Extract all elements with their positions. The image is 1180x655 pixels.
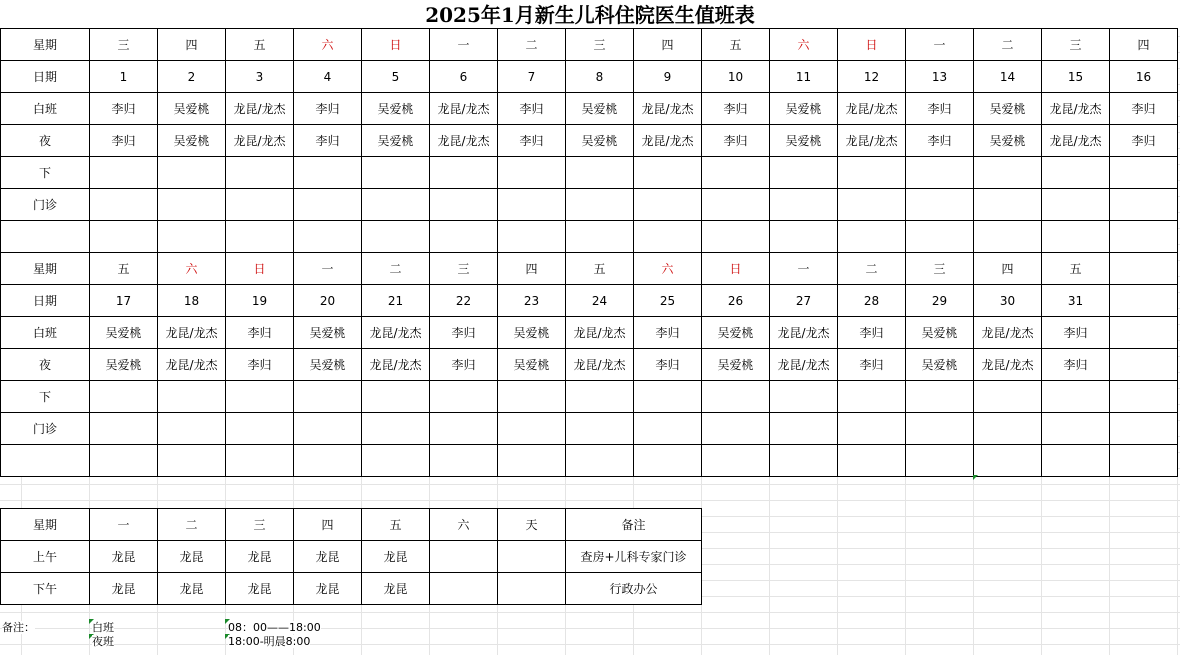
blank-cell <box>906 221 974 253</box>
off-cell <box>362 381 430 413</box>
off-row <box>1 381 1178 413</box>
date-cell: 14 <box>974 61 1042 93</box>
date-cell: 15 <box>1042 61 1110 93</box>
date-cell: 5 <box>362 61 430 93</box>
night-shift-cell: 龙昆/龙杰 <box>430 125 498 157</box>
blank-cell <box>430 445 498 477</box>
night-shift-cell: 龙昆/龙杰 <box>566 349 634 381</box>
night-shift-cell: 龙昆/龙杰 <box>226 125 294 157</box>
clinic-header-cell: 四 <box>294 509 362 541</box>
day-shift-cell: 吴爱桃 <box>906 317 974 349</box>
clinic-cell <box>498 413 566 445</box>
clinic-afternoon-cell: 龙昆 <box>158 573 226 605</box>
day-shift-cell: 李归 <box>634 317 702 349</box>
clinic-cell <box>294 413 362 445</box>
off-cell <box>838 157 906 189</box>
weekday-cell: 二 <box>498 29 566 61</box>
clinic-cell <box>430 413 498 445</box>
day-shift-cell: 龙昆/龙杰 <box>770 317 838 349</box>
weekday-cell: 三 <box>430 253 498 285</box>
clinic-cell <box>770 189 838 221</box>
row-label-day-shift: 白班 <box>1 317 90 349</box>
clinic-morning-cell: 龙昆 <box>362 541 430 573</box>
clinic-morning-cell: 龙昆 <box>158 541 226 573</box>
date-row <box>1 285 1178 317</box>
off-cell <box>634 381 702 413</box>
weekday-cell: 四 <box>1110 29 1178 61</box>
date-cell: 21 <box>362 285 430 317</box>
off-cell <box>838 381 906 413</box>
date-cell: 27 <box>770 285 838 317</box>
weekday-cell: 四 <box>974 253 1042 285</box>
day-shift-cell: 李归 <box>906 93 974 125</box>
clinic-cell <box>838 189 906 221</box>
row-label-date: 日期 <box>1 61 90 93</box>
off-cell <box>974 157 1042 189</box>
night-shift-row <box>1 349 1178 381</box>
date-cell: 9 <box>634 61 702 93</box>
date-cell: 24 <box>566 285 634 317</box>
day-shift-cell: 李归 <box>294 93 362 125</box>
comment-marker <box>973 475 978 480</box>
clinic-afternoon-cell: 龙昆 <box>362 573 430 605</box>
blank-cell <box>158 445 226 477</box>
weekday-cell: 二 <box>974 29 1042 61</box>
row-label-clinic: 门诊 <box>1 189 90 221</box>
clinic-cell <box>634 413 702 445</box>
day-shift-cell: 吴爱桃 <box>90 317 158 349</box>
note-night-shift-name: 夜班 <box>92 635 114 648</box>
night-shift-cell: 吴爱桃 <box>90 349 158 381</box>
clinic-cell <box>702 413 770 445</box>
day-shift-cell: 吴爱桃 <box>294 317 362 349</box>
night-shift-cell: 吴爱桃 <box>702 349 770 381</box>
weekday-cell: 一 <box>770 253 838 285</box>
night-shift-cell: 李归 <box>634 349 702 381</box>
date-cell: 19 <box>226 285 294 317</box>
note-day-shift-time: 08：00——18:00 <box>228 621 321 634</box>
night-shift-cell: 吴爱桃 <box>566 125 634 157</box>
clinic-afternoon-cell <box>430 573 498 605</box>
off-cell <box>702 157 770 189</box>
clinic-cell <box>1042 189 1110 221</box>
blank-cell <box>974 445 1042 477</box>
off-cell <box>634 157 702 189</box>
row-label-date: 日期 <box>1 285 90 317</box>
day-shift-cell: 李归 <box>1042 317 1110 349</box>
date-cell: 12 <box>838 61 906 93</box>
clinic-cell <box>90 189 158 221</box>
row-label-weekday: 星期 <box>1 29 90 61</box>
night-shift-cell: 李归 <box>1110 125 1178 157</box>
day-shift-cell: 吴爱桃 <box>974 93 1042 125</box>
blank-cell <box>294 221 362 253</box>
clinic-morning-cell: 龙昆 <box>294 541 362 573</box>
off-cell <box>498 381 566 413</box>
blank-cell <box>1 445 90 477</box>
clinic-morning-cell: 查房+儿科专家门诊 <box>566 541 702 573</box>
day-shift-cell: 吴爱桃 <box>702 317 770 349</box>
blank-cell <box>1042 445 1110 477</box>
day-shift-cell: 龙昆/龙杰 <box>634 93 702 125</box>
weekday-cell: 一 <box>906 29 974 61</box>
day-shift-cell: 龙昆/龙杰 <box>158 317 226 349</box>
date-cell: 7 <box>498 61 566 93</box>
night-shift-cell: 李归 <box>838 349 906 381</box>
night-shift-cell: 龙昆/龙杰 <box>634 125 702 157</box>
clinic-morning-cell <box>430 541 498 573</box>
notes-label: 备注： <box>2 621 35 634</box>
night-shift-cell: 李归 <box>430 349 498 381</box>
off-cell <box>362 157 430 189</box>
weekday-cell: 三 <box>90 29 158 61</box>
day-shift-cell: 李归 <box>838 317 906 349</box>
schedule-table-second-half <box>0 252 1178 477</box>
date-cell: 13 <box>906 61 974 93</box>
night-shift-cell: 吴爱桃 <box>294 349 362 381</box>
night-shift-cell: 龙昆/龙杰 <box>838 125 906 157</box>
blank-cell <box>566 221 634 253</box>
day-shift-cell: 龙昆/龙杰 <box>974 317 1042 349</box>
date-cell: 11 <box>770 61 838 93</box>
clinic-afternoon-row <box>1 573 702 605</box>
day-shift-cell: 吴爱桃 <box>158 93 226 125</box>
weekday-cell: 四 <box>498 253 566 285</box>
weekday-cell: 六 <box>770 29 838 61</box>
clinic-cell <box>974 413 1042 445</box>
off-cell <box>566 381 634 413</box>
weekday-cell: 一 <box>294 253 362 285</box>
weekday-cell: 三 <box>1042 29 1110 61</box>
clinic-cell <box>1042 413 1110 445</box>
clinic-morning-row <box>1 541 702 573</box>
clinic-afternoon-cell <box>498 573 566 605</box>
night-shift-cell: 吴爱桃 <box>498 349 566 381</box>
blank-row <box>1 221 1178 253</box>
night-shift-cell: 李归 <box>226 349 294 381</box>
off-cell <box>974 381 1042 413</box>
blank-cell <box>362 445 430 477</box>
day-shift-cell: 吴爱桃 <box>362 93 430 125</box>
date-cell: 29 <box>906 285 974 317</box>
day-shift-cell: 李归 <box>702 93 770 125</box>
blank-cell <box>362 221 430 253</box>
blank-cell <box>1110 445 1178 477</box>
date-cell: 28 <box>838 285 906 317</box>
weekday-row <box>1 253 1178 285</box>
night-shift-cell: 李归 <box>90 125 158 157</box>
off-cell <box>158 381 226 413</box>
blank-cell <box>770 221 838 253</box>
weekday-cell: 日 <box>702 253 770 285</box>
night-shift-cell: 龙昆/龙杰 <box>974 349 1042 381</box>
off-cell <box>1110 381 1178 413</box>
date-cell: 17 <box>90 285 158 317</box>
day-shift-cell: 龙昆/龙杰 <box>838 93 906 125</box>
night-shift-row <box>1 125 1178 157</box>
clinic-morning-cell: 龙昆 <box>90 541 158 573</box>
date-cell: 10 <box>702 61 770 93</box>
day-shift-cell: 李归 <box>226 317 294 349</box>
clinic-cell <box>838 413 906 445</box>
night-shift-cell: 李归 <box>1042 349 1110 381</box>
date-cell: 2 <box>158 61 226 93</box>
blank-cell <box>158 221 226 253</box>
clinic-header-cell: 二 <box>158 509 226 541</box>
clinic-header-cell: 三 <box>226 509 294 541</box>
date-cell: 8 <box>566 61 634 93</box>
date-cell: 4 <box>294 61 362 93</box>
off-cell <box>294 381 362 413</box>
date-cell: 30 <box>974 285 1042 317</box>
blank-cell <box>702 445 770 477</box>
weekday-cell: 四 <box>634 29 702 61</box>
clinic-cell <box>226 189 294 221</box>
weekday-cell: 三 <box>906 253 974 285</box>
night-shift-cell: 吴爱桃 <box>770 125 838 157</box>
weekday-cell: 二 <box>362 253 430 285</box>
blank-cell <box>838 445 906 477</box>
off-cell <box>294 157 362 189</box>
weekday-cell: 一 <box>430 29 498 61</box>
clinic-cell <box>158 189 226 221</box>
clinic-afternoon-cell: 龙昆 <box>90 573 158 605</box>
day-shift-cell: 龙昆/龙杰 <box>226 93 294 125</box>
night-shift-cell: 李归 <box>498 125 566 157</box>
off-cell <box>158 157 226 189</box>
day-shift-cell: 李归 <box>90 93 158 125</box>
date-cell: 26 <box>702 285 770 317</box>
off-cell <box>566 157 634 189</box>
blank-cell <box>838 221 906 253</box>
weekday-cell: 五 <box>702 29 770 61</box>
weekday-cell: 五 <box>1042 253 1110 285</box>
off-cell <box>226 381 294 413</box>
clinic-cell <box>1110 413 1178 445</box>
row-label-off: 下 <box>1 381 90 413</box>
clinic-schedule-table <box>0 508 702 605</box>
date-cell: 18 <box>158 285 226 317</box>
day-shift-cell <box>1110 317 1178 349</box>
row-label-night-shift: 夜 <box>1 125 90 157</box>
day-shift-cell: 龙昆/龙杰 <box>430 93 498 125</box>
weekday-cell: 五 <box>226 29 294 61</box>
off-cell <box>1042 157 1110 189</box>
night-shift-cell: 龙昆/龙杰 <box>770 349 838 381</box>
row-label-clinic: 门诊 <box>1 413 90 445</box>
clinic-cell <box>566 413 634 445</box>
clinic-cell <box>294 189 362 221</box>
off-cell <box>702 381 770 413</box>
night-shift-cell: 龙昆/龙杰 <box>1042 125 1110 157</box>
blank-cell <box>498 445 566 477</box>
clinic-header-cell: 星期 <box>1 509 90 541</box>
day-shift-row <box>1 93 1178 125</box>
night-shift-cell: 李归 <box>906 125 974 157</box>
page-title: 2025年1月新生儿科住院医生值班表 <box>0 0 1180 30</box>
night-shift-cell: 吴爱桃 <box>974 125 1042 157</box>
blank-cell <box>1110 221 1178 253</box>
day-shift-cell: 李归 <box>1110 93 1178 125</box>
clinic-cell <box>498 189 566 221</box>
weekday-cell: 五 <box>90 253 158 285</box>
date-cell: 6 <box>430 61 498 93</box>
night-shift-cell: 龙昆/龙杰 <box>362 349 430 381</box>
date-cell: 3 <box>226 61 294 93</box>
date-cell <box>1110 285 1178 317</box>
day-shift-cell: 吴爱桃 <box>566 93 634 125</box>
weekday-cell: 六 <box>294 29 362 61</box>
clinic-cell <box>906 189 974 221</box>
clinic-header-row <box>1 509 702 541</box>
off-cell <box>770 157 838 189</box>
blank-cell <box>294 445 362 477</box>
night-shift-cell: 吴爱桃 <box>362 125 430 157</box>
weekday-cell: 四 <box>158 29 226 61</box>
blank-cell <box>974 221 1042 253</box>
weekday-cell: 日 <box>838 29 906 61</box>
weekday-cell: 五 <box>566 253 634 285</box>
clinic-cell <box>702 189 770 221</box>
night-shift-cell: 吴爱桃 <box>158 125 226 157</box>
row-label-weekday: 星期 <box>1 253 90 285</box>
weekday-cell: 日 <box>362 29 430 61</box>
weekday-cell: 六 <box>158 253 226 285</box>
day-shift-cell: 吴爱桃 <box>498 317 566 349</box>
clinic-cell <box>226 413 294 445</box>
row-label-day-shift: 白班 <box>1 93 90 125</box>
off-cell <box>906 157 974 189</box>
blank-cell <box>90 445 158 477</box>
clinic-afternoon-cell: 下午 <box>1 573 90 605</box>
off-row <box>1 157 1178 189</box>
blank-cell <box>1 221 90 253</box>
date-cell: 23 <box>498 285 566 317</box>
blank-cell <box>906 445 974 477</box>
clinic-cell <box>634 189 702 221</box>
clinic-cell <box>362 413 430 445</box>
date-cell: 1 <box>90 61 158 93</box>
row-label-off: 下 <box>1 157 90 189</box>
clinic-cell <box>566 189 634 221</box>
day-shift-cell: 龙昆/龙杰 <box>362 317 430 349</box>
blank-cell <box>634 445 702 477</box>
clinic-header-cell: 备注 <box>566 509 702 541</box>
clinic-header-cell: 六 <box>430 509 498 541</box>
date-cell: 20 <box>294 285 362 317</box>
blank-cell <box>702 221 770 253</box>
note-night-shift-time: 18:00-明晨8:00 <box>228 635 311 648</box>
clinic-cell <box>430 189 498 221</box>
clinic-morning-cell: 上午 <box>1 541 90 573</box>
date-cell: 25 <box>634 285 702 317</box>
clinic-cell <box>1110 189 1178 221</box>
night-shift-cell: 李归 <box>702 125 770 157</box>
blank-cell <box>90 221 158 253</box>
weekday-cell: 六 <box>634 253 702 285</box>
blank-cell <box>226 445 294 477</box>
clinic-row <box>1 189 1178 221</box>
blank-cell <box>770 445 838 477</box>
off-cell <box>430 381 498 413</box>
off-cell <box>498 157 566 189</box>
note-day-shift-name: 白班 <box>92 621 114 634</box>
clinic-row <box>1 413 1178 445</box>
day-shift-cell: 龙昆/龙杰 <box>566 317 634 349</box>
weekday-cell: 三 <box>566 29 634 61</box>
day-shift-cell: 李归 <box>498 93 566 125</box>
clinic-cell <box>158 413 226 445</box>
night-shift-cell <box>1110 349 1178 381</box>
clinic-cell <box>362 189 430 221</box>
blank-cell <box>634 221 702 253</box>
date-cell: 16 <box>1110 61 1178 93</box>
clinic-afternoon-cell: 行政办公 <box>566 573 702 605</box>
date-cell: 22 <box>430 285 498 317</box>
clinic-header-cell: 一 <box>90 509 158 541</box>
day-shift-row <box>1 317 1178 349</box>
off-cell <box>906 381 974 413</box>
night-shift-cell: 龙昆/龙杰 <box>158 349 226 381</box>
weekday-cell <box>1110 253 1178 285</box>
night-shift-cell: 吴爱桃 <box>906 349 974 381</box>
clinic-morning-cell <box>498 541 566 573</box>
clinic-morning-cell: 龙昆 <box>226 541 294 573</box>
blank-cell <box>226 221 294 253</box>
weekday-cell: 二 <box>838 253 906 285</box>
blank-cell <box>498 221 566 253</box>
clinic-afternoon-cell: 龙昆 <box>294 573 362 605</box>
date-row <box>1 61 1178 93</box>
clinic-afternoon-cell: 龙昆 <box>226 573 294 605</box>
night-shift-cell: 李归 <box>294 125 362 157</box>
clinic-header-cell: 五 <box>362 509 430 541</box>
off-cell <box>430 157 498 189</box>
day-shift-cell: 李归 <box>430 317 498 349</box>
blank-cell <box>430 221 498 253</box>
clinic-header-cell: 天 <box>498 509 566 541</box>
clinic-cell <box>906 413 974 445</box>
date-cell: 31 <box>1042 285 1110 317</box>
off-cell <box>1042 381 1110 413</box>
off-cell <box>1110 157 1178 189</box>
blank-cell <box>1042 221 1110 253</box>
day-shift-cell: 龙昆/龙杰 <box>1042 93 1110 125</box>
off-cell <box>90 381 158 413</box>
weekday-row <box>1 29 1178 61</box>
blank-row <box>1 445 1178 477</box>
blank-cell <box>566 445 634 477</box>
schedule-table-first-half <box>0 28 1178 253</box>
clinic-cell <box>90 413 158 445</box>
day-shift-cell: 吴爱桃 <box>770 93 838 125</box>
off-cell <box>770 381 838 413</box>
off-cell <box>226 157 294 189</box>
clinic-cell <box>974 189 1042 221</box>
weekday-cell: 日 <box>226 253 294 285</box>
row-label-night-shift: 夜 <box>1 349 90 381</box>
clinic-cell <box>770 413 838 445</box>
off-cell <box>90 157 158 189</box>
